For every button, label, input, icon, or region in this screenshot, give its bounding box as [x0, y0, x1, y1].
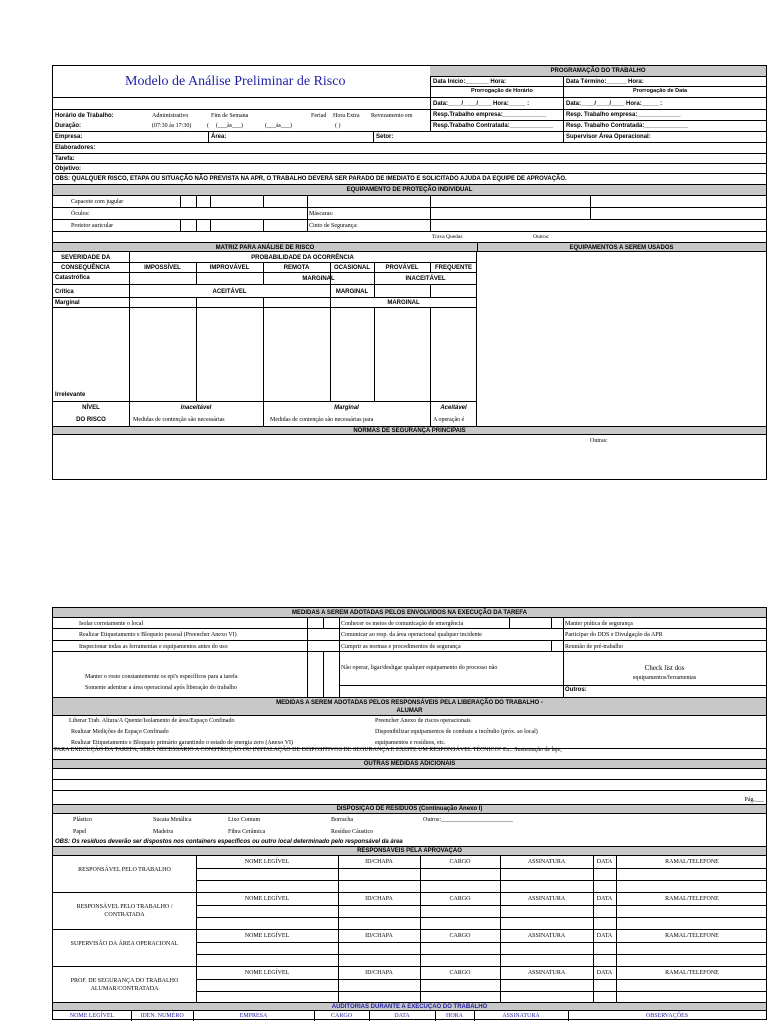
page-title: Modelo de Análise Preliminar de Risco	[125, 74, 346, 89]
data-hora-right[interactable]: Data:____/____/____ Hora:_____ :	[566, 101, 663, 107]
administrativo[interactable]: Administrativo	[152, 113, 189, 119]
tarefa-row	[53, 154, 766, 164]
medida-item[interactable]: Isolar corretamente o local	[79, 621, 144, 627]
lib-item[interactable]: Realizar Medições de Espaço Confinado	[71, 729, 169, 735]
approval-col-header: RAMAL/TELEFONE	[665, 933, 719, 939]
lib-header-row	[53, 698, 766, 716]
lib-item[interactable]: Liberar Trab. Altura/A Quente/Isolamento de área/Espaço Confinado	[69, 718, 235, 724]
resp-empresa[interactable]: Resp.Trabalho empresa:_____________	[433, 112, 547, 118]
residuo-item[interactable]: Madeira	[153, 829, 173, 835]
approval-role: RESPONSÁVEL PELO TRABALHO / CONTRATADA	[76, 904, 173, 919]
residuo-item[interactable]: Resíduo Cáustico	[331, 829, 374, 835]
supervisor-label[interactable]: Supervisor Área Operacional:	[566, 134, 651, 140]
tarefa-label[interactable]: Tarefa:	[55, 156, 75, 162]
lib-header-2: ALUMAR	[396, 708, 423, 714]
prob-col: IMPROVÁVEL	[209, 265, 250, 271]
approval-line[interactable]	[196, 942, 766, 943]
medidas-row-3	[53, 641, 766, 652]
area-label[interactable]: Área:	[211, 134, 227, 140]
residuos-header: DISPOSIÇÃO DE RESÍDUOS (Continuação Anexo I)	[336, 806, 483, 812]
normas-header-row	[53, 426, 766, 435]
medida-item[interactable]: Não operar, ligar/desligar qualquer equipamento do processo não	[341, 665, 498, 671]
normas-outras[interactable]: Outras:	[590, 438, 608, 444]
normas-header: NORMAS DE SEGURANÇA PRINCIPAIS	[353, 428, 466, 434]
approval-col-header: RAMAL/TELEFONE	[665, 970, 719, 976]
medida-item[interactable]: Cumprir as normas e procedimentos de segurança	[341, 644, 461, 650]
obs-text: OBS: QUALQUER RISCO, ETAPA OU SITUAÇÃO NÃO PREVISTA NA APR, O TRABALHO DEVERÁ SER PARADO DE IMEDIATO E SOLICITADO AJUDA DA EQUIPE DE APROVAÇÃO.	[55, 176, 567, 182]
hora-extra[interactable]: Hora Extra	[333, 113, 360, 119]
elaboradores-label[interactable]: Elaboradores:	[55, 145, 96, 151]
resp-empresa-2[interactable]: Resp. Trabalho empresa:_____________	[566, 112, 681, 118]
medida-item: equipamentos/ferramentas	[632, 675, 697, 681]
audit-col: CARGO	[330, 1013, 352, 1019]
approval-col-header: NOME LEGÍVEL	[244, 933, 290, 939]
lib-item[interactable]: Preencher Anexo de riscos operacionais	[375, 718, 471, 724]
lib-header-1: MEDIDAS A SEREM ADOTADAS PELOS RESPONSÁVEIS PELA LIBERAÇÃO DO TRABALHO -	[276, 700, 543, 706]
resp-header: RESPONSÁVEIS PELA APROVAÇÃO	[357, 848, 462, 854]
audit-header-row	[53, 1002, 766, 1011]
revezamento[interactable]: Revezamento em	[371, 113, 413, 119]
outras-header: OUTRAS MEDIDAS ADICIONAIS	[363, 761, 456, 767]
epi-header: EQUIPAMENTO DE PROTEÇÃO INDIVIDUAL	[346, 187, 473, 193]
residuos-header-row	[53, 805, 766, 814]
medida-item[interactable]: Conhecer os meios de comunicação de emergência	[341, 621, 464, 627]
objetivo-row	[53, 164, 766, 174]
approval-col-header: NOME LEGÍVEL	[244, 859, 290, 865]
epi-mascaras[interactable]: Máscaras:	[309, 211, 334, 217]
feriad[interactable]: Feriad	[311, 113, 327, 119]
approval-col-header: ID/CHAPA	[365, 896, 393, 902]
medida-item[interactable]: Somente adentrar a área operacional após liberação do trabalho	[85, 685, 237, 691]
matrix-cell: MARGINAL	[302, 276, 335, 282]
nivel-label: NÍVEL	[82, 405, 100, 411]
approval-col-header: ASSINATURA	[527, 896, 566, 902]
data-termino[interactable]: Data Término:______ Hora:	[566, 79, 644, 85]
approval-col-header: DATA	[596, 859, 613, 865]
epi-oculos[interactable]: Óculos:	[71, 211, 90, 217]
paren-left: (	[207, 123, 209, 129]
hora-extra-blank[interactable]: ( )	[335, 123, 341, 129]
prob-header: PROBABILIDADE DA OCORRÊNCIA	[251, 255, 354, 261]
approval-col-header: RAMAL/TELEFONE	[665, 896, 719, 902]
audit-col: EMPRESA	[239, 1013, 268, 1019]
approval-line[interactable]	[196, 954, 766, 955]
duracao-label: Duração:	[55, 123, 82, 129]
medida-item[interactable]: Manter o rosto constantemente os epi's específicos para a tarefa	[85, 674, 238, 680]
medidas-header-row	[53, 608, 766, 618]
prob-col: FREQUENTE	[434, 265, 472, 271]
epi-capacete[interactable]: Capacete com jugular	[71, 199, 124, 205]
lib-item[interactable]: Disponibilizar equipamentos de combate a incêndio (próx. ao local)	[375, 729, 538, 735]
audit-col: NOME LEGÍVEL	[69, 1013, 115, 1019]
residuo-item[interactable]: Plástico	[73, 817, 92, 823]
approval-col-header: NOME LEGÍVEL	[244, 970, 290, 976]
epi-outros[interactable]: Outros:	[533, 234, 550, 240]
residuos-obs: OBS: Os resíduos deverão ser dispostos nos containers específicos ou outro local determinado pelo responsável da área	[55, 839, 403, 845]
lib-item[interactable]: Realizar Etiquetamento e Bloqueio primário garantindo o estado de energia zero (Anexo VI)	[71, 740, 294, 746]
epi-trava[interactable]: Trava Quedas	[432, 234, 463, 240]
medida-item[interactable]: Manter prática de segurança	[565, 621, 633, 627]
legend-aceitavel: Aceitável	[440, 405, 467, 411]
residuo-item[interactable]: Lixo Comum	[228, 817, 261, 823]
audit-col: IDEN. NUMÉRO	[140, 1013, 184, 1019]
approval-col-header: ASSINATURA	[527, 933, 566, 939]
medidas-row-2	[53, 629, 766, 641]
do-risco-label: DO RISCO	[76, 417, 106, 423]
approval-block	[53, 893, 766, 930]
adm-hours: (07:30 às 17:30)	[152, 123, 192, 129]
row-label: Crítica	[55, 289, 74, 295]
approval-role: RESPONSÁVEL PELO TRABALHO	[78, 867, 171, 873]
approval-col-header: ID/CHAPA	[365, 933, 393, 939]
medida-item[interactable]: Participar do DDS e Divulgação da APR	[565, 632, 663, 638]
data-hora-left[interactable]: Data:____/____/____ Hora:_____ :	[433, 101, 530, 107]
audit-col: ASSINATURA	[502, 1013, 540, 1019]
approval-role: SUPERVISÃO DA ÁREA OPERACIONAL	[70, 941, 179, 947]
approval-line[interactable]	[196, 905, 766, 906]
risk-matrix	[53, 252, 477, 426]
matrix-cell: INACEITÁVEL	[405, 276, 446, 282]
matrix-cell: MARGINAL	[335, 289, 369, 295]
legend-acei-desc: A operação é	[433, 417, 465, 423]
approval-col-header: NOME LEGÍVEL	[244, 896, 290, 902]
prob-col: IMPOSSÍVEL	[144, 265, 181, 271]
approval-line[interactable]	[196, 880, 766, 881]
sev-label-2: CONSEQUÊNCIA	[61, 265, 111, 271]
medidas-row-1	[53, 618, 766, 629]
prog-header: PROGRAMAÇÃO DO TRABALHO	[550, 68, 646, 74]
approval-line[interactable]	[196, 979, 766, 980]
elaboradores-row	[53, 143, 766, 154]
approval-block	[53, 856, 766, 893]
approval-col-header: DATA	[596, 896, 613, 902]
fim-blank-2[interactable]: (___às___)	[265, 123, 292, 129]
sev-label-1: SEVERIDADE DA	[61, 255, 111, 261]
row-label: Irrelevante	[55, 392, 86, 398]
equip-header: EQUIPAMENTOS A SEREM USADOS	[569, 245, 674, 251]
lib-question: PARA EXECUÇÃO DA TAREFA, SERÁ NECESSÁRIO A CONSTRUÇÃO OU INSTALAÇÃO DE DISPOSITIVOS DE SEGURANÇA E EXISTE UM RESPONSÁVEL TÉCNICO? Ex.: Sustentação de laje,	[54, 747, 562, 753]
approval-col-header: ASSINATURA	[527, 859, 566, 865]
approval-block	[53, 967, 766, 1004]
apr-form-page-2	[52, 607, 767, 1020]
title-row	[53, 66, 766, 98]
matrix-cell: ACEITÁVEL	[212, 289, 247, 295]
legend-inac-desc: Medidas de contenção são necessárias	[133, 417, 225, 423]
medida-item[interactable]: Comunicar ao resp. da área operacional qualquer incidente	[341, 632, 482, 638]
medidas-row-4	[53, 652, 766, 698]
fim-blank[interactable]: (___às___)	[216, 123, 243, 129]
resp-contratada[interactable]: Resp.Trabalho Contratada:_____________	[433, 123, 554, 129]
approval-col-header: ID/CHAPA	[365, 859, 393, 865]
approval-col-header: DATA	[596, 970, 613, 976]
row-label: Catastrófica	[55, 275, 90, 281]
medida-outros[interactable]: Outros:	[565, 687, 587, 693]
epi-cinto[interactable]: Cinto de Segurança:	[309, 223, 358, 229]
lib-item: equipamentos e resíduos, etc.	[375, 740, 446, 746]
residuos-body	[53, 814, 766, 847]
legend-marginal: Marginal	[334, 405, 359, 411]
approval-col-header: CARGO	[449, 896, 471, 902]
apr-form-page-1	[52, 65, 767, 480]
approval-line[interactable]	[196, 917, 766, 918]
medida-item[interactable]: Inspecionar todas as ferramentas e equipamentos antes do uso	[79, 644, 228, 650]
prob-col: PROVÁVEL	[385, 265, 419, 271]
epi-row-2	[53, 208, 766, 220]
approval-col-header: DATA	[596, 933, 613, 939]
matriz-header: MATRIZ PARA ANÁLISE DE RISCO	[215, 245, 315, 251]
matriz-header-row	[53, 242, 766, 252]
approval-col-header: CARGO	[449, 859, 471, 865]
empresa-label[interactable]: Empresa:	[55, 134, 83, 140]
audit-col: HORA	[445, 1013, 463, 1019]
residuo-item[interactable]: Fibra Cerâmica	[228, 829, 266, 835]
outras-header-row	[53, 760, 766, 769]
outras-line[interactable]	[53, 791, 766, 805]
approval-col-header: CARGO	[449, 970, 471, 976]
medida-item[interactable]: Realizar Etiquetamento e Bloqueio pessoal (Preencher Anexo VI)	[79, 632, 237, 638]
row-label: Marginal	[55, 300, 80, 306]
empresa-row	[53, 132, 766, 143]
legend-inaceitavel: Inaceitável	[180, 405, 212, 411]
horario-row	[53, 110, 766, 132]
residuo-item[interactable]: Papel	[73, 829, 87, 835]
medida-item[interactable]: Reunião de pré-trabalho	[565, 644, 623, 650]
approval-col-header: ID/CHAPA	[365, 970, 393, 976]
legend-marg-desc: Medidas de contenção são necessárias para	[270, 417, 374, 423]
epi-row-3	[53, 220, 766, 232]
outras-line[interactable]	[53, 780, 766, 791]
approval-col-header: ASSINATURA	[527, 970, 566, 976]
outras-line[interactable]	[53, 769, 766, 780]
audit-cols-row	[53, 1011, 766, 1021]
approval-role: PROF. DE SEGURANÇA DO TRABALHO ALUMAR/CONTRATADA	[70, 978, 179, 993]
residuo-outros[interactable]: Outros:________________________	[423, 817, 513, 823]
page-number: Pág.___	[744, 797, 764, 803]
horario-label: Horário de Trabalho:	[55, 113, 114, 119]
epi-protetor[interactable]: Protetor auricular	[71, 223, 114, 229]
lib-blank-row	[53, 749, 766, 760]
data-inicio[interactable]: Data Início:_______ Hora:	[433, 79, 507, 85]
prob-col: REMOTA	[283, 265, 310, 271]
lib-body	[53, 716, 766, 753]
prorrog-horario: Prorrogação de Horário	[471, 88, 533, 94]
approval-block	[53, 930, 766, 967]
epi-row-4	[53, 232, 766, 242]
audit-header: AUDITORIAS DURANTE A EXECUÇÃO DO TRABALHO	[331, 1004, 488, 1010]
medida-item[interactable]: Check list dos	[644, 664, 685, 672]
residuo-item[interactable]: Sucata Metálica	[153, 817, 192, 823]
approval-line[interactable]	[196, 868, 766, 869]
audit-col: OBSERVAÇÕES	[645, 1013, 689, 1019]
residuo-item[interactable]: Borracha	[331, 817, 353, 823]
matrix-cell: MARGINAL	[387, 300, 420, 306]
audit-col: DATA	[394, 1013, 410, 1019]
setor-label[interactable]: Setor:	[376, 134, 394, 140]
epi-header-row	[53, 185, 766, 196]
resp-contratada-2[interactable]: Resp. Trabalho Contratada:_____________	[566, 123, 688, 129]
prorrog-data: Prorrogação de Data	[633, 88, 688, 94]
objetivo-label[interactable]: Objetivo:	[55, 166, 82, 172]
medidas-header: MEDIDAS A SEREM ADOTADAS PELOS ENVOLVIDOS NA EXECUÇÃO DA TAREFA	[292, 610, 527, 616]
prob-col: OCASIONAL	[334, 265, 370, 271]
data-hora-row	[53, 98, 766, 110]
approval-line[interactable]	[196, 991, 766, 992]
approval-col-header: RAMAL/TELEFONE	[665, 859, 719, 865]
resp-header-row	[53, 847, 766, 856]
approval-col-header: CARGO	[449, 933, 471, 939]
approval-table	[53, 856, 766, 1004]
fim-semana[interactable]: Fim de Semana	[211, 113, 249, 119]
epi-row-1	[53, 196, 766, 208]
obs-row	[53, 174, 766, 185]
